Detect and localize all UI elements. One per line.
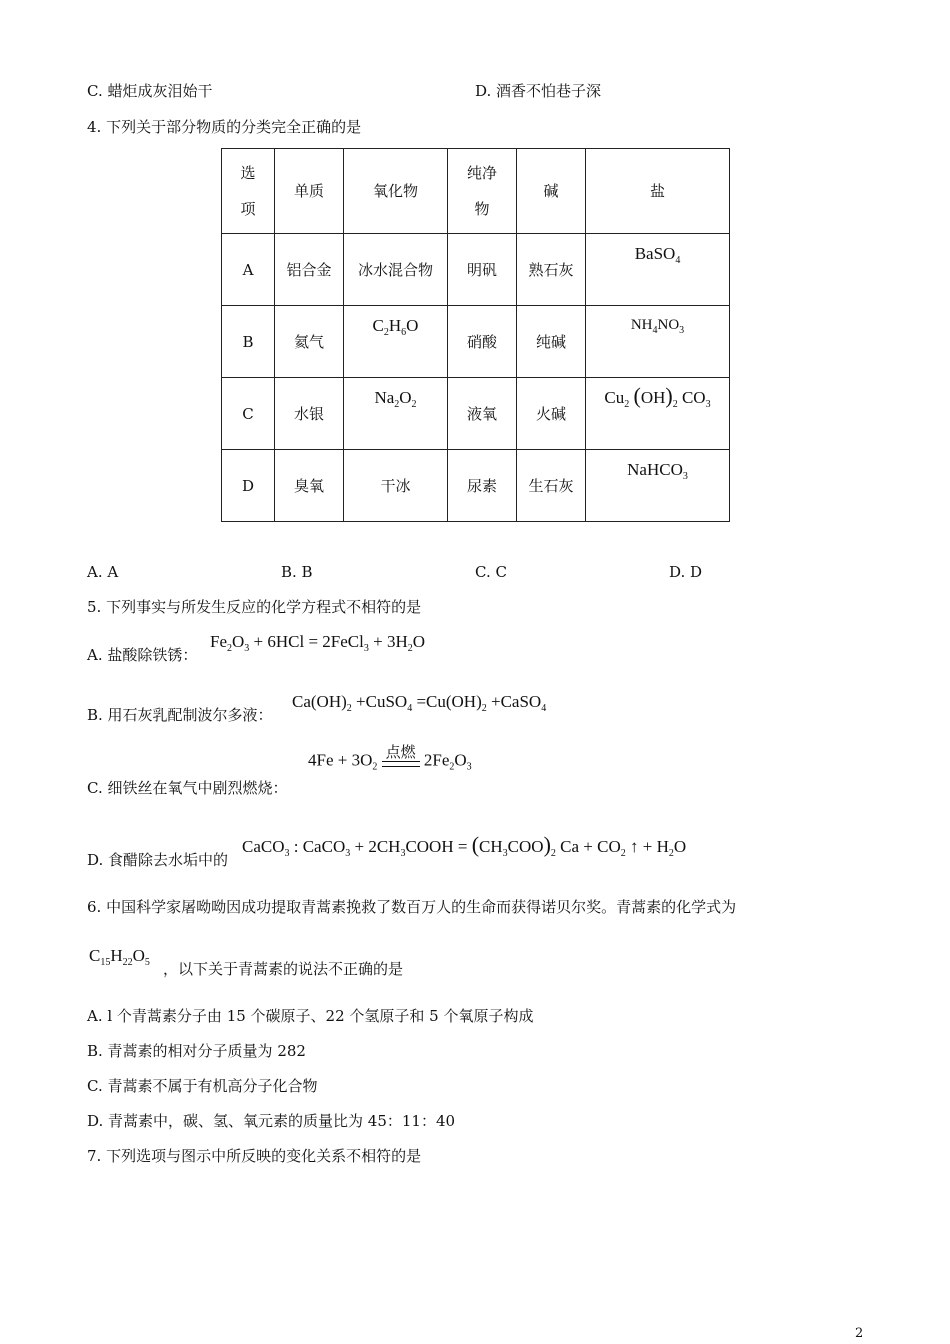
row-element: 氦气 [275, 306, 344, 378]
row-base: 熟石灰 [517, 234, 586, 306]
row-salt-formula: $NH_4NO_3$ [586, 306, 730, 378]
row-option: A [222, 234, 275, 306]
table-row [222, 450, 730, 522]
q6-stem-continued: ，以下关于青蒿素的说法不正确的是 [163, 960, 404, 978]
header-pure: 纯净物 [448, 149, 517, 234]
table-row [222, 234, 730, 306]
q4-choice-c: C. C [475, 563, 507, 581]
q4-choice-b: B. B [281, 563, 313, 581]
row-pure: 硝酸 [448, 306, 517, 378]
q5-option-a: A. 盐酸除铁锈： [87, 646, 198, 664]
q6-option-d: D. 青蒿素中，碳、氢、氧元素的质量比为 45：11：40 [87, 1112, 456, 1130]
row-base: 生石灰 [517, 450, 586, 522]
table-row [222, 306, 730, 378]
table-row [222, 378, 730, 450]
q5-stem: 5. 下列事实与所发生反应的化学方程式不相符的是 [87, 598, 422, 616]
reaction-arrow: 点燃 [382, 744, 420, 767]
classification-table [221, 148, 730, 522]
row-pure: 液氧 [448, 378, 517, 450]
q5-equation-a: $Fe_2O_3 + 6HCl$ = 2FeCl$_3$ + $3H_2O$ [210, 632, 426, 654]
table-header-row [222, 149, 730, 234]
q5-option-c: C. 细铁丝在氧气中剧烈燃烧： [87, 779, 288, 797]
row-option: D [222, 450, 275, 522]
row-salt-formula: NaHCO$_3$ [586, 450, 730, 522]
q3-option-d: D. 酒香不怕巷子深 [475, 82, 602, 100]
row-option: C [222, 378, 275, 450]
row-option: B [222, 306, 275, 378]
header-base: 碱 [517, 149, 586, 234]
row-oxide-formula: $C_2H_6O$ [344, 306, 448, 378]
q5-option-d: D. 食醋除去水垢中的 [87, 851, 229, 869]
row-salt-formula: $Cu_2$ $(OH)_2$ $CO_3$ [586, 378, 730, 450]
q5-equation-b: $Ca(OH)_2$ +CuSO$_4$ $=Cu(OH)_2$ +CaSO$_4$ [292, 692, 547, 714]
q4-stem: 4. 下列关于部分物质的分类完全正确的是 [87, 118, 362, 136]
q6-option-b: B. 青蒿素的相对分子质量为 282 [87, 1042, 306, 1060]
header-salt: 盐 [586, 149, 730, 234]
q6-option-c: C. 青蒿素不属于有机高分子化合物 [87, 1077, 318, 1095]
row-element: 臭氧 [275, 450, 344, 522]
q4-choice-a: A. A [87, 563, 119, 581]
q5-option-b: B. 用石灰乳配制波尔多液： [87, 706, 273, 724]
row-element: 水银 [275, 378, 344, 450]
header-oxide: 氧化物 [344, 149, 448, 234]
q3-option-c: C. 蜡炬成灰泪始干 [87, 82, 213, 100]
row-element: 铝合金 [275, 234, 344, 306]
row-oxide-formula: $Na_2O_2$ [344, 378, 448, 450]
q5-equation-d: CaCO$_3$ : CaCO$_3$ + $2CH_3COOH = (CH_3COO)_2$ $Ca + CO_2$ ↑ + $H_2O$ [242, 832, 687, 859]
row-salt-formula: BaSO$_4$ [586, 234, 730, 306]
row-base: 纯碱 [517, 306, 586, 378]
row-pure: 尿素 [448, 450, 517, 522]
row-oxide: 干冰 [344, 450, 448, 522]
q4-choice-d: D. D [669, 563, 703, 581]
row-oxide: 冰水混合物 [344, 234, 448, 306]
row-base: 火碱 [517, 378, 586, 450]
q5-equation-c: $4Fe + 3O_2$ 点燃 $2Fe_2O_3$ [308, 743, 472, 773]
row-pure: 明矾 [448, 234, 517, 306]
header-option: 选项 [222, 149, 275, 234]
q7-stem: 7. 下列选项与图示中所反映的变化关系不相符的是 [87, 1147, 422, 1165]
q6-formula: $C_{15}H_{22}O_5$ [89, 946, 150, 968]
q6-stem: 6. 中国科学家屠呦呦因成功提取青蒿素挽救了数百万人的生命而获得诺贝尔奖。青蒿素的化学式为 [87, 898, 737, 916]
header-element: 单质 [275, 149, 344, 234]
q6-option-a: A. l 个青蒿素分子由 15 个碳原子、22 个氢原子和 5 个氧原子构成 [87, 1007, 534, 1025]
page-number: 2 [855, 1326, 864, 1341]
